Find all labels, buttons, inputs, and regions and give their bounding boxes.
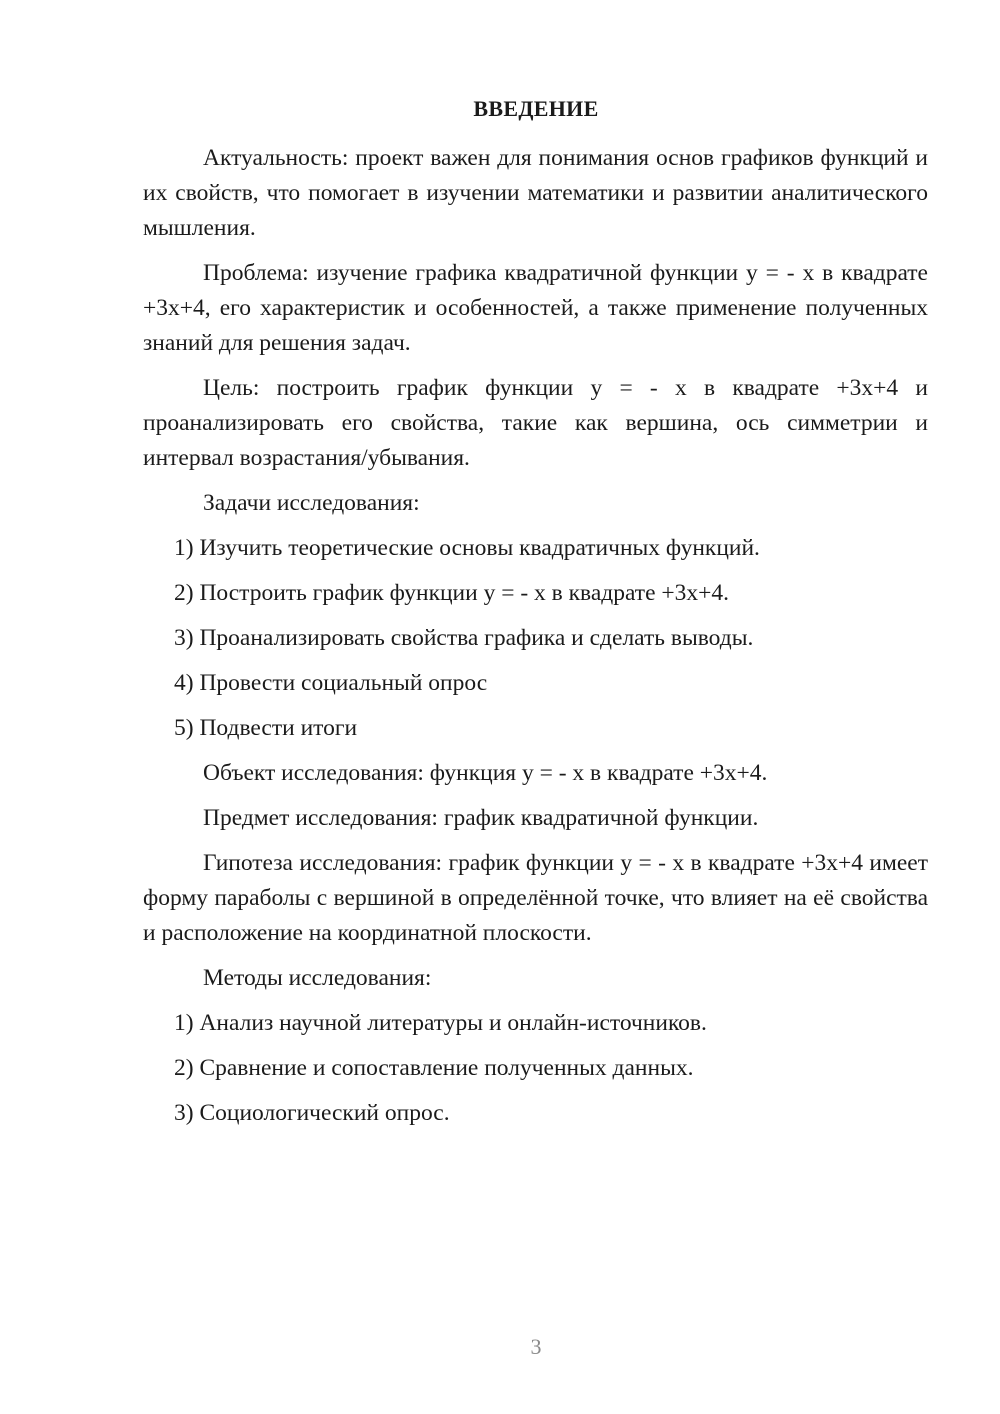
list-item: 2) Построить график функции y = - x в квадрате +3x+4. bbox=[174, 580, 730, 606]
subject-paragraph: Предмет исследования: график квадратичной функции. bbox=[203, 805, 759, 831]
section-body bbox=[143, 141, 928, 1141]
goal-paragraph: Цель: построить график функции y = - x в квадрате +3x+4 и проанализировать его свойства, такие как вершина, ось симметрии и интервал возрастания/убывания. bbox=[143, 375, 928, 471]
object-paragraph: Объект исследования: функция y = - x в квадрате +3x+4. bbox=[203, 760, 768, 786]
list-item: 1) Анализ научной литературы и онлайн-источников. bbox=[174, 1010, 707, 1036]
list-item: 1) Изучить теоретические основы квадратичных функций. bbox=[174, 535, 760, 561]
list-item: 2) Сравнение и сопоставление полученных данных. bbox=[174, 1055, 694, 1081]
list-item: 3) Проанализировать свойства графика и сделать выводы. bbox=[174, 625, 754, 651]
hypothesis-paragraph: Гипотеза исследования: график функции y = - x в квадрате +3x+4 имеет форму параболы с вершиной в определённой точке, что влияет на её свойства и расположение на координатной плоскости. bbox=[143, 850, 928, 946]
list-item: 4) Провести социальный опрос bbox=[174, 670, 488, 696]
tasks-list bbox=[143, 531, 928, 746]
section-title: ВВЕДЕНИЕ bbox=[473, 96, 599, 121]
tasks-heading: Задачи исследования: bbox=[203, 490, 420, 516]
methods-heading: Методы исследования: bbox=[203, 965, 432, 991]
list-item: 3) Социологический опрос. bbox=[174, 1100, 450, 1126]
relevance-paragraph: Актуальность: проект важен для понимания основ графиков функций и их свойств, что помогает в изучении математики и развитии аналитического мышления. bbox=[143, 145, 928, 241]
list-item: 5) Подвести итоги bbox=[174, 715, 358, 741]
methods-list bbox=[143, 1006, 928, 1131]
page-number: 3 bbox=[530, 1334, 542, 1359]
problem-paragraph: Проблема: изучение графика квадратичной функции y = - x в квадрате +3x+4, его характеристик и особенностей, а также применение полученных знаний для решения задач. bbox=[143, 260, 928, 356]
